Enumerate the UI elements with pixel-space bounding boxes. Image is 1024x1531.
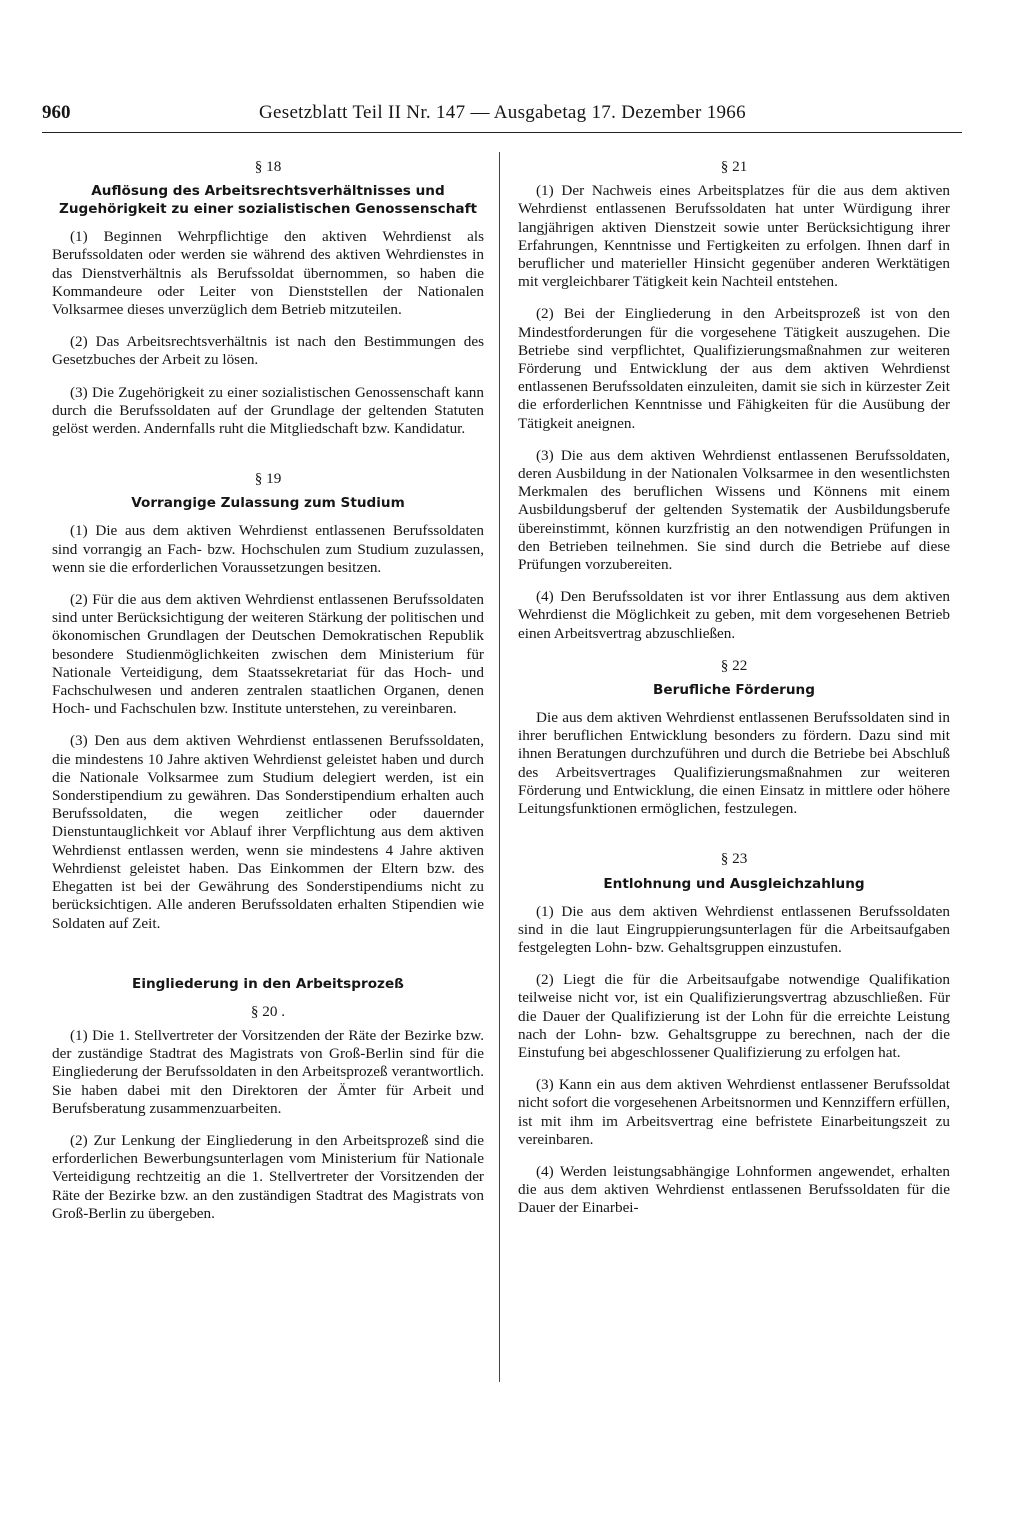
paragraph: Die aus dem aktiven Wehrdienst entlassenen Berufssoldaten sind in ihrer beruflichen Entwicklung besonders zu fördern. Dazu sind mit ihnen Beratungen durchzuführen und durch die Betriebe bei Abschluß des Arbeitsvertrages Qualifizierungsmaßnahmen zur weiteren Förderung und Entwicklung, die einen Einsatz in mittlere oder höhere Leitungsfunktionen ermöglichen, festzulegen. [518,709,950,818]
paragraph: (3) Kann ein aus dem aktiven Wehrdienst entlassener Berufssoldat nicht sofort die vorgesehenen Arbeitsnormen und Kennziffern erfüllen, ist mit ihm im Arbeitsvertrag eine befristete Einarbeitungszeit zu vereinbaren. [518,1076,950,1148]
paragraph: (4) Werden leistungsabhängige Lohnformen angewendet, erhalten die aus dem aktiven Wehrdienst entlassenen Berufssoldaten für die Dauer der Einarbei- [518,1162,950,1217]
section-title: Berufliche Förderung [653,682,815,699]
section-23 [518,850,950,1217]
section-title: Auflösung des Arbeitsrechtsverhältnisses und Zugehörigkeit zu einer sozialistischen Genossenschaft [58,183,477,218]
right-column [518,158,950,1232]
section-number: § 21 [720,158,748,175]
paragraph: (1) Beginnen Wehrpflichtige den aktiven Wehrdienst als Berufssoldaten oder werden sie während des aktiven Wehrdienstes in das Dienstverhältnis als Berufssoldat übernommen, so haben die Kommandeure oder Leiter von Dienststellen der Nationalen Volksarmee dieses unverzüglich dem Betrieb mitzuteilen. [52,228,484,319]
paragraph: (3) Den aus dem aktiven Wehrdienst entlassenen Berufssoldaten, die mindestens 10 Jahre aktiven Wehrdienst geleistet haben und durch die Nationale Volksarmee zum Studium delegiert werden, ist ein Sonderstipendium zu gewähren. Das Sonderstipendium erhalten auch Berufssoldaten, die wegen zeitlicher oder dauernder Dienstuntauglichkeit vor Ablauf ihrer Verpflichtung aus dem aktiven Wehrdienst entlassen werden, wenn sie mindestens 4 Jahre aktiven Wehrdienst geleistet haben. Das Einkommen der Eltern bzw. des Ehegatten ist bei der Gewährung des Sonderstipendiums nicht zu berücksichtigen. Alle anderen Berufssoldaten erhalten Stipendien wie Soldaten auf Zeit. [52,732,484,932]
paragraph: (1) Die 1. Stellvertreter der Vorsitzenden der Räte der Bezirke bzw. der zuständige Stadtrat des Magistrats von Groß-Berlin sind für die Eingliederung der Berufssoldaten in den Arbeitsprozeß verantwortlich. Sie haben dabei mit den Direktoren der Ämter für Arbeit und Berufsberatung zusammenzuarbeiten. [52,1026,484,1117]
section-19 [52,470,484,932]
paragraph: (2) Bei der Eingliederung in den Arbeitsprozeß ist von den Mindestforderungen für die vorgesehene Tätigkeit auszugehen. Die Betriebe sind verpflichtet, Qualifizierungsmaßnahmen zur weiteren Förderung und Entwicklung der aus dem aktiven Wehrdienst entlassenen Berufssoldaten einzuleiten, damit sie sich in kürzester Zeit die erforderlichen Kenntnisse und Fähigkeiten für die Ausübung der Tätigkeit aneignen. [518,305,950,432]
paragraph: (2) Liegt die für die Arbeitsaufgabe notwendige Qualifikation teilweise nicht vor, ist ein Qualifizierungsvertrag abzuschließen. Für die Dauer der Qualifizierung ist der Lohn für die erreichte Leistung nach der Lohn- bzw. Gehaltsgruppe zu berechnen, nach der die Einstufung bei abgeschlossener Qualifizierung zu erfolgen hat. [518,971,950,1061]
page-number: 960 [42,102,71,123]
paragraph: (1) Die aus dem aktiven Wehrdienst entlassenen Berufssoldaten sind vorrangig an Fach- bzw. Hochschulen zum Studium zuzulassen, wenn sie die erforderlichen Voraussetzungen besitzen. [52,522,484,576]
paragraph: (4) Den Berufssoldaten ist vor ihrer Entlassung aus dem aktiven Wehrdienst die Möglichkeit zu geben, mit dem vorgesehenen Betrieb einen Arbeitsvertrag abzuschließen. [518,588,950,642]
chapter-heading: Eingliederung in den Arbeitsprozeß [132,975,404,992]
left-column [52,158,484,1237]
publication-title: Gesetzblatt Teil II Nr. 147 — Ausgabetag 17. Dezember 1966 [259,102,746,123]
paragraph: (3) Die Zugehörigkeit zu einer sozialistischen Genossenschaft kann durch die Berufssoldaten auf der Grundlage der geltenden Statuten gelöst werden. Andernfalls ruht die Mitgliedschaft bzw. Kandidatur. [52,383,484,438]
column-divider [499,152,500,1382]
section-title: Vorrangige Zulassung zum Studium [131,495,405,512]
paragraph: (2) Das Arbeitsrechtsverhältnis ist nach den Bestimmungen des Gesetzbuches der Arbeit zu lösen. [52,333,484,369]
section-22 [518,657,950,818]
section-title: Entlohnung und Ausgleichzahlung [603,875,865,892]
header-rule [42,132,962,133]
section-18 [52,158,484,438]
page-header [42,102,962,132]
section-number: § 20 . [250,1002,286,1020]
paragraph: (2) Zur Lenkung der Eingliederung in den Arbeitsprozeß sind die erforderlichen Bewerbungsunterlagen vom Ministerium für Nationale Verteidigung rechtzeitig an die 1. Stellvertreter der Vorsitzenden der Räte der Bezirke bzw. an den zuständigen Stadtrat des Magistrats von Groß-Berlin zu übergeben. [52,1131,484,1222]
section-number: § 18 [254,158,282,175]
paragraph: (1) Der Nachweis eines Arbeitsplatzes für die aus dem aktiven Wehrdienst entlassenen Berufssoldaten hat unter Würdigung ihrer langjährigen aktiven Dienstzeit sowie unter Berücksichtigung ihrer Erfahrungen, Kenntnisse und Fertigkeiten zu erfolgen. Ihnen darf in beruflicher und materieller Hinsicht gegenüber anderen Werktätigen mit vergleichbarer Tätigkeit kein Nachteil entstehen. [518,182,950,291]
section-number: § 19 [254,470,282,488]
paragraph: (2) Für die aus dem aktiven Wehrdienst entlassenen Berufssoldaten sind unter Berücksichtigung der weiteren Stärkung der politischen und ökonomischen Grundlagen der Deutschen Demokratischen Republik besondere Studienmöglichkeiten zwischen dem Ministerium für Nationale Verteidigung, dem Staatssekretariat für das Hoch- und Fachschulwesen und anderen zentralen staatlichen Organen, denen Hoch- und Fachschulen bzw. Institute unterstehen, zu vereinbaren. [52,591,484,718]
paragraph: (3) Die aus dem aktiven Wehrdienst entlassenen Berufssoldaten, deren Ausbildung in der Nationalen Volksarmee in den wesentlichsten Merkmalen des beruflichen Wissens und Könnens mit einem Ausbildungsberuf der geltenden Systematik der Ausbildungsberufe übereinstimmt, können kurzfristig an den notwendigen Prüfungen in den Betrieben teilnehmen. Sie sind durch die Betriebe auf diese Prüfungen vorzubereiten. [518,446,950,574]
paragraph: (1) Die aus dem aktiven Wehrdienst entlassenen Berufssoldaten sind in die laut Eingruppierungsunterlagen für die Arbeitsaufgaben festgelegten Lohn- bzw. Gehaltsgruppen einzustufen. [518,902,950,956]
section-21 [518,158,950,643]
section-number: § 22 [720,656,748,674]
section-20 [52,975,484,1223]
section-number: § 23 [720,850,748,868]
